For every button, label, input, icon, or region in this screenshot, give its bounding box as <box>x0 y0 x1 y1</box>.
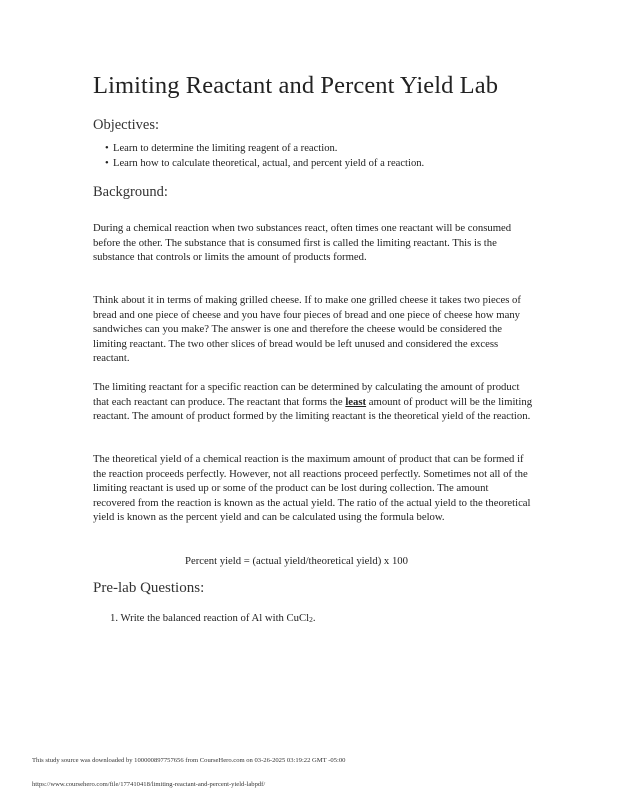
page-title: Limiting Reactant and Percent Yield Lab <box>93 72 499 99</box>
prelab-heading: Pre-lab Questions: <box>93 580 205 596</box>
question-number: 1. <box>110 612 119 624</box>
background-paragraph: Think about it in terms of making grilled cheese. If to make one grilled cheese it takes two pieces of bread and one piece of cheese and you have four pieces of bread and one piece of cheese how many sandwiches can you make? The answer is one and therefore the cheese would be considered the limiting reactant. The two other slices of bread would be left unused and considered the excess reactant. <box>93 294 521 365</box>
emphasis-text: least <box>345 395 367 408</box>
list-item <box>105 141 424 156</box>
question-text: Write the balanced reaction of Al with CuCl <box>120 612 310 624</box>
paragraph-text: amount of product will be the limiting reactant. The amount of product formed by the limiting reactant is the theoretical yield of the reaction. <box>93 395 533 423</box>
objective-text: Learn to determine the limiting reagent of a reaction. <box>113 143 338 154</box>
list-item <box>110 612 316 624</box>
question-end: . <box>312 612 316 624</box>
bullet-icon: • <box>105 158 109 169</box>
download-notice: This study source was downloaded by 100000897757656 from CourseHero.com on 03-26-2025 03:19:22 GMT -05:00 <box>32 757 346 764</box>
prelab-questions <box>110 612 316 624</box>
background-paragraph <box>93 380 533 424</box>
list-item <box>105 156 424 171</box>
percent-yield-formula <box>0 555 617 567</box>
objective-text: Learn how to calculate theoretical, actual, and percent yield of a reaction. <box>113 158 425 169</box>
background-paragraph: During a chemical reaction when two substances react, often times one reactant will be consumed before the other. The substance that is consumed first is called the limiting reactant. This is the substance that controls or limits the amount of products formed. <box>93 222 512 264</box>
formula-text: Percent yield = (actual yield/theoretical yield) x 100 <box>185 555 408 567</box>
background-paragraph: The theoretical yield of a chemical reaction is the maximum amount of product that can be formed if the reaction proceeds perfectly. However, not all reactions proceed perfectly. Sometimes not all of the limiting reactant is used up or some of the product can be lost during collection. The amount recovered from the reaction is known as the actual yield. The ratio of the actual yield to the theoretical yield is known as the percent yield and can be calculated using the formula below. <box>93 453 531 524</box>
subscript: 2 <box>309 615 313 624</box>
source-url: https://www.coursehero.com/file/177410418/limiting-reactant-and-percent-yield-labpdf/ <box>32 781 266 788</box>
paragraph-text: The limiting reactant for a specific reaction can be determined by calculating the amount of product that each reactant can produce. The reactant that forms the <box>93 381 520 408</box>
background-heading: Background: <box>93 184 168 200</box>
objectives-list <box>105 141 424 171</box>
bullet-icon: • <box>105 143 109 154</box>
objectives-heading: Objectives: <box>93 117 160 133</box>
